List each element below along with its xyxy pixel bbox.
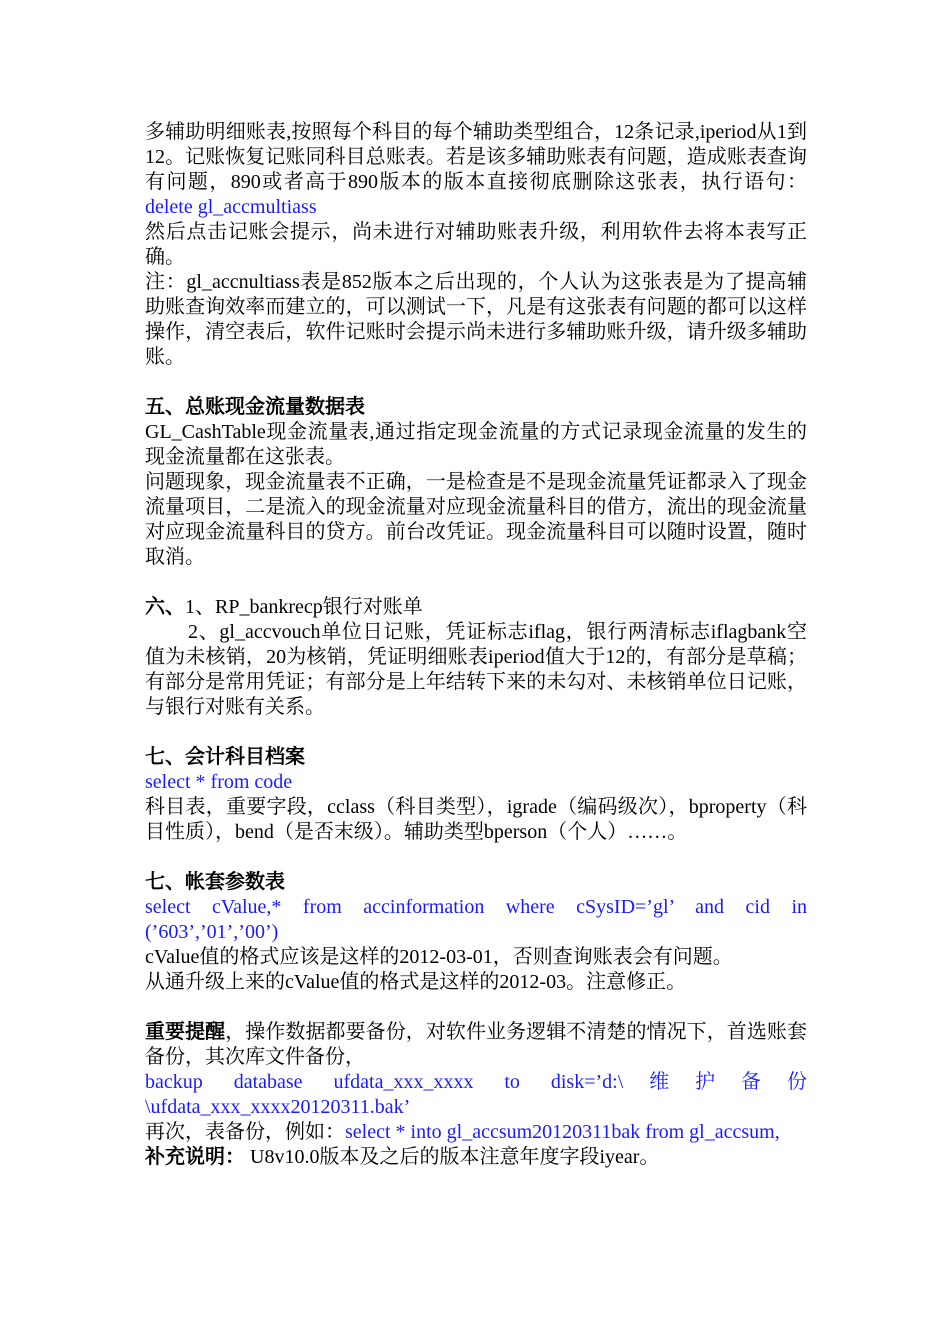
paragraph-table-backup [145, 1120, 807, 1145]
supplement-text: U8v10.0版本及之后的版本注意年度字段iyear。 [245, 1146, 660, 1168]
sql-delete-statement: delete gl_accmultiass [145, 196, 317, 218]
paragraph-cashtable: GL_CashTable现金流量表,通过指定现金流量的方式记录现金流量的发生的现金流量都在这张表。 [145, 421, 807, 468]
paragraph-code-fields: 科目表，重要字段，cclass（科目类型），igrade（编码级次），bproperty（科目性质），bend（是否末级）。辅助类型bperson（个人）……。 [145, 796, 807, 843]
sql-select-into: select * into gl_accsum20120311bak from gl_accsum, [345, 1121, 780, 1143]
paragraph-multiass-text: 多辅助明细账表,按照每个科目的每个辅助类型组合，12条记录,iperiod从1到12。记账恢复记账同科目总账表。若是该多辅助账表有问题，造成账表查询有问题，890或者高于890版本的版本直接彻底删除这张表，执行语句： [145, 121, 807, 193]
reminder-text: ，操作数据都要备份，对软件业务逻辑不清楚的情况下，首选账套备份，其次库文件备份， [145, 1021, 807, 1068]
section-heading-bank [145, 595, 807, 620]
table-backup-prefix: 再次，表备份，例如： [145, 1121, 345, 1143]
paragraph-upgrade-hint: 然后点击记账会提示，尚未进行对辅助账表升级，利用软件去将本表写正确。 [145, 221, 807, 268]
section-heading-bank-text: 1、RP_bankrecp银行对账单 [185, 596, 423, 618]
sql-backup-statement: backup database ufdata_xxx_xxxx to disk=’d:\维护备份\ufdata_xxx_xxxx20120311.bak’ [145, 1071, 807, 1118]
blank-line [145, 995, 807, 1020]
paragraph-cashflow-issue: 问题现象，现金流量表不正确，一是检查是不是现金流量凭证都录入了现金流量项目，二是流入的现金流量对应现金流量科目的借方，流出的现金流量对应现金流量科目的贷方。前台改凭证。现金流量科目可以随时设置，随时取消。 [145, 471, 807, 568]
paragraph-cvalue-format: cValue值的格式应该是这样的2012-03-01，否则查询账表会有问题。 [145, 946, 733, 968]
sql-select-accinformation: select cValue,* from accinformation where cSysID=’gl’ and cid in (’603’,’01’,’00’) [145, 896, 807, 943]
section-heading-accinformation: 七、帐套参数表 [145, 871, 285, 893]
blank-line [145, 720, 807, 745]
supplement-label: 补充说明： [145, 1146, 245, 1168]
paragraph-note: 注：gl_accnultiass表是852版本之后出现的，个人认为这张表是为了提高辅助账查询效率而建立的，可以测试一下，凡是有这张表有问题的都可以这样操作，清空表后，软件记账时会提示尚未进行多辅助账升级，请升级多辅助账。 [145, 271, 807, 368]
blank-line [145, 845, 807, 870]
paragraph-reminder [145, 1020, 807, 1070]
paragraph-cvalue-upgrade: 从通升级上来的cValue值的格式是这样的2012-03。注意修正。 [145, 971, 687, 993]
section-heading-code: 七、会计科目档案 [145, 746, 305, 768]
reminder-label: 重要提醒 [145, 1021, 226, 1043]
paragraph-multiass [145, 120, 807, 220]
sql-select-code: select * from code [145, 771, 293, 793]
paragraph-supplement [145, 1145, 807, 1170]
section-heading-cashflow: 五、总账现金流量数据表 [145, 396, 365, 418]
blank-line [145, 370, 807, 395]
paragraph-accvouch: 2、gl_accvouch单位日记账，凭证标志iflag，银行两清标志iflagbank空值为未核销，20为核销，凭证明细账表iperiod值大于12的，有部分是草稿；有部分是常用凭证；有部分是上年结转下来的未勾对、未核销单位日记账，与银行对账有关系。 [145, 621, 807, 718]
document-page [145, 120, 807, 1170]
section-number: 六、 [145, 596, 185, 618]
blank-line [145, 570, 807, 595]
